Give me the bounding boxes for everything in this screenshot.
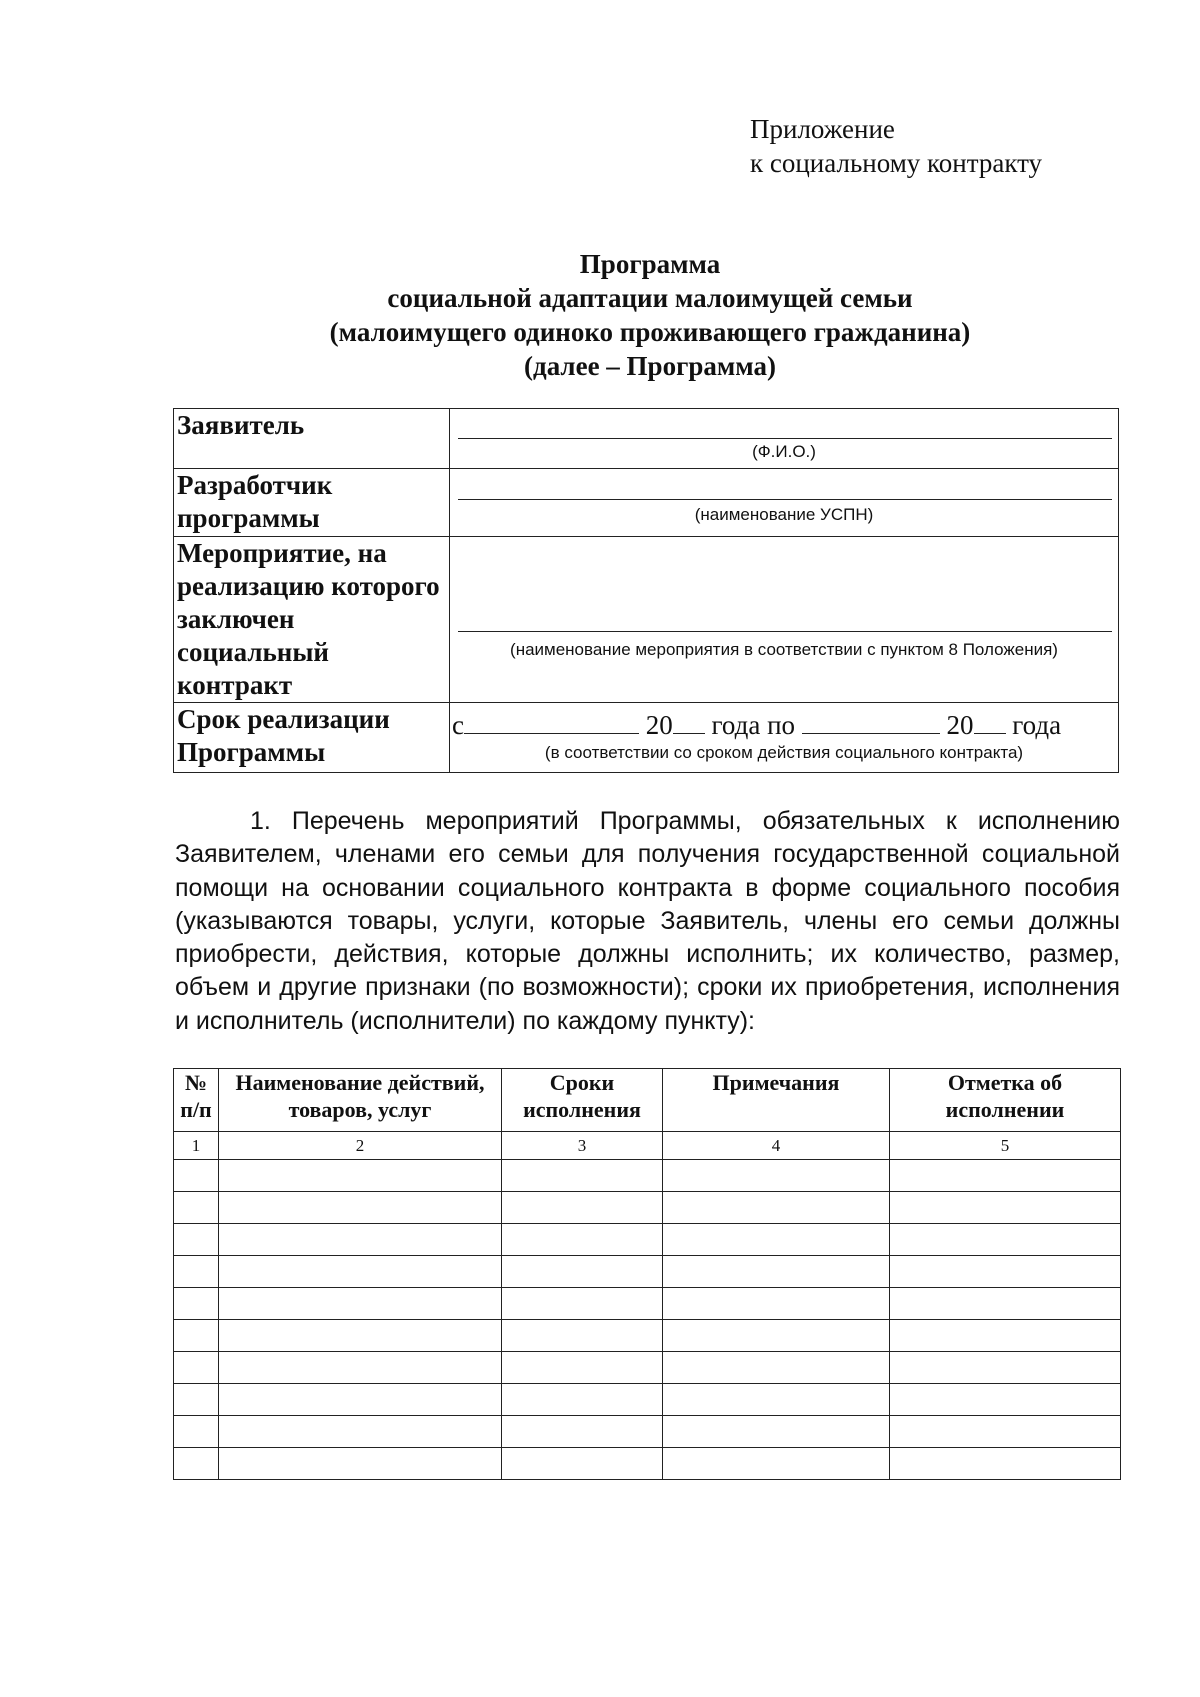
table-cell[interactable] [890,1288,1121,1320]
table-cell[interactable] [663,1288,890,1320]
header-completion-mark: Отметка об исполнении [890,1069,1121,1132]
table-cell[interactable] [502,1320,663,1352]
measure-row [174,537,1119,703]
applicant-line [458,438,1112,439]
table-cell[interactable] [174,1288,219,1320]
actions-table [173,1068,1121,1480]
term-end-date-blank[interactable] [802,709,940,734]
table-cell[interactable] [174,1224,219,1256]
table-cell[interactable] [502,1160,663,1192]
measure-hint: (наименование мероприятия в соответствии с пунктом 8 Положения) [510,640,1058,659]
term-mid: года по [711,710,796,740]
table-cell[interactable] [663,1384,890,1416]
appendix-line-1: Приложение [750,114,895,144]
table-cell[interactable] [219,1160,502,1192]
header-deadlines: Сроки исполнения [502,1069,663,1132]
measure-label: Мероприятие, на реализацию которого заключен социальный контракт [174,537,450,703]
table-cell[interactable] [174,1256,219,1288]
table-cell[interactable] [219,1256,502,1288]
applicant-field[interactable] [450,409,1119,469]
applicant-label: Заявитель [174,409,450,469]
table-cell[interactable] [890,1448,1121,1480]
table-cell[interactable] [663,1224,890,1256]
table-cell[interactable] [219,1224,502,1256]
table-cell[interactable] [219,1192,502,1224]
header-notes: Примечания [663,1069,890,1132]
table-cell[interactable] [890,1192,1121,1224]
table-cell[interactable] [502,1416,663,1448]
info-table [173,408,1119,773]
term-hint: (в соответствии со сроком действия социального контракта) [544,743,1024,762]
table-cell[interactable] [502,1224,663,1256]
table-cell[interactable] [174,1416,219,1448]
column-number: 1 [174,1132,219,1160]
table-cell[interactable] [219,1384,502,1416]
table-cell[interactable] [890,1384,1121,1416]
table-cell[interactable] [174,1192,219,1224]
table-cell[interactable] [890,1224,1121,1256]
term-field[interactable] [450,703,1119,773]
table-cell[interactable] [663,1256,890,1288]
table-row [174,1224,1121,1256]
column-number: 4 [663,1132,890,1160]
table-cell[interactable] [663,1416,890,1448]
term-year-2-blank[interactable] [974,709,1006,734]
table-cell[interactable] [502,1352,663,1384]
developer-hint: (наименование УСПН) [694,505,874,524]
table-row [174,1416,1121,1448]
table-cell[interactable] [219,1288,502,1320]
table-row [174,1384,1121,1416]
table-row [174,1448,1121,1480]
table-row [174,1256,1121,1288]
table-cell[interactable] [663,1352,890,1384]
appendix-line-2: к социальному контракту [750,148,1043,178]
measure-line [458,631,1112,632]
developer-field[interactable] [450,469,1119,537]
applicant-row [174,409,1119,469]
table-row [174,1352,1121,1384]
term-line [452,709,1114,740]
developer-label: Разработчик программы [174,469,450,537]
table-cell[interactable] [174,1448,219,1480]
table-cell[interactable] [890,1352,1121,1384]
term-year-1-blank[interactable] [673,709,705,734]
table-cell[interactable] [219,1416,502,1448]
table-cell[interactable] [502,1448,663,1480]
table-cell[interactable] [502,1256,663,1288]
term-year-1: 20 [645,710,673,740]
table-row [174,1192,1121,1224]
column-number: 2 [219,1132,502,1160]
table-cell[interactable] [663,1448,890,1480]
table-cell[interactable] [174,1320,219,1352]
table-cell[interactable] [219,1320,502,1352]
column-number: 3 [502,1132,663,1160]
title-line-2: социальной адаптации малоимущей семьи [387,283,913,313]
term-end: года [1012,710,1062,740]
table-cell[interactable] [219,1448,502,1480]
table-row [174,1160,1121,1192]
applicant-hint: (Ф.И.О.) [752,442,816,461]
table-cell[interactable] [502,1288,663,1320]
term-row [174,703,1119,773]
title-line-4: (далее – Программа) [524,351,776,381]
column-number-row [174,1132,1121,1160]
title-line-1: Программа [579,249,721,279]
column-number: 5 [890,1132,1121,1160]
developer-line [458,499,1112,500]
table-cell[interactable] [502,1192,663,1224]
title-line-3: (малоимущего одиноко проживающего гражданина) [329,317,971,347]
header-number: № п/п [174,1069,219,1132]
table-cell[interactable] [174,1384,219,1416]
table-cell[interactable] [663,1192,890,1224]
term-label: Срок реализации Программы [174,703,450,773]
table-cell[interactable] [890,1256,1121,1288]
table-cell[interactable] [890,1320,1121,1352]
measure-field[interactable] [450,537,1119,703]
table-cell[interactable] [174,1352,219,1384]
developer-row [174,469,1119,537]
table-cell[interactable] [663,1320,890,1352]
table-row [174,1288,1121,1320]
table-cell[interactable] [502,1384,663,1416]
section-1-paragraph: 1. Перечень мероприятий Программы, обязательных к исполнению Заявителем, членами его семьи для получения государственной социальной помощи на основании социального контракта в форме социального пособия (указываются товары, услуги, которые Заявитель, члены его семьи должны приобрести, действия, которые должны исполнить; их количество, размер, объем и другие признаки (по возможности); сроки их приобретения, исполнения и исполнитель (исполнители) по каждому пункту): [175,807,1120,1035]
table-cell[interactable] [890,1416,1121,1448]
header-action-name: Наименование действий, товаров, услуг [219,1069,502,1132]
actions-header-row [174,1069,1121,1132]
term-from: с [452,710,464,740]
table-cell[interactable] [219,1352,502,1384]
table-cell[interactable] [663,1160,890,1192]
term-year-2: 20 [946,710,974,740]
table-cell[interactable] [890,1160,1121,1192]
term-start-date-blank[interactable] [464,709,639,734]
table-cell[interactable] [174,1160,219,1192]
appendix-note [750,112,1042,180]
document-title [160,247,1140,383]
table-row [174,1320,1121,1352]
